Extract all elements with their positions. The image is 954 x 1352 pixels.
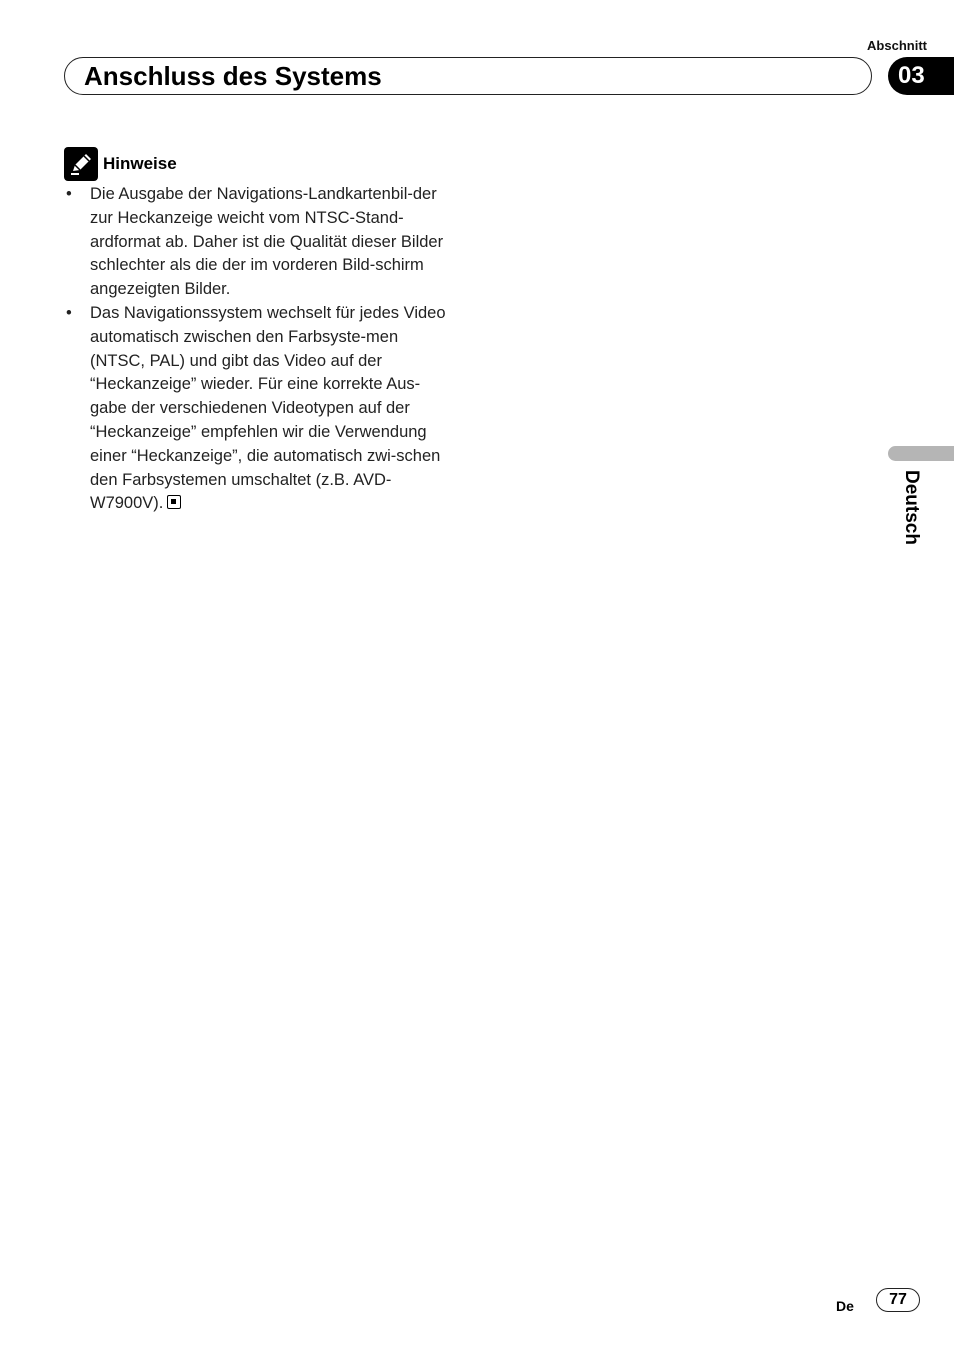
bullet: •	[66, 303, 72, 322]
end-of-section-icon	[167, 495, 181, 509]
pencil-note-icon	[64, 147, 98, 181]
note-text: Die Ausgabe der Navigations-Landkartenbil-der zur Heckanzeige weicht vom NTSC-Stand-ardformat ab. Daher ist die Qualität dieser Bilder schlechter als die der im vorderen Bild-schirm angezeigten Bilder.	[90, 185, 444, 299]
bullet: •	[66, 185, 72, 203]
note-text: Das Navigationssystem wechselt für jedes Video automatisch zwischen den Farbsyste-men (NTSC, PAL) und gibt das Video auf der “Heckanzeige” wieder. Für eine korrekte Aus-gabe der verschiedenen Videotypen auf der “Heckanzeige” empfehlen wir die Verwendung einer “Heckanzeige”, die automatisch zwi-schen den Farbsystemen umschaltet (z.B. AVD-W7900V).	[90, 303, 446, 513]
chapter-number-badge: 03	[888, 57, 954, 95]
note-item	[64, 302, 456, 516]
notes-list	[64, 183, 456, 516]
section-label: Abschnitt	[867, 38, 927, 53]
note-item	[64, 183, 456, 302]
notes-title: Hinweise	[103, 154, 177, 173]
page-number: 77	[876, 1288, 920, 1312]
footer-language-code: De	[836, 1298, 854, 1314]
notes-header	[64, 147, 177, 181]
page-title: Anschluss des Systems	[84, 61, 382, 91]
language-tab	[888, 446, 954, 461]
language-label: Deutsch	[901, 470, 922, 545]
